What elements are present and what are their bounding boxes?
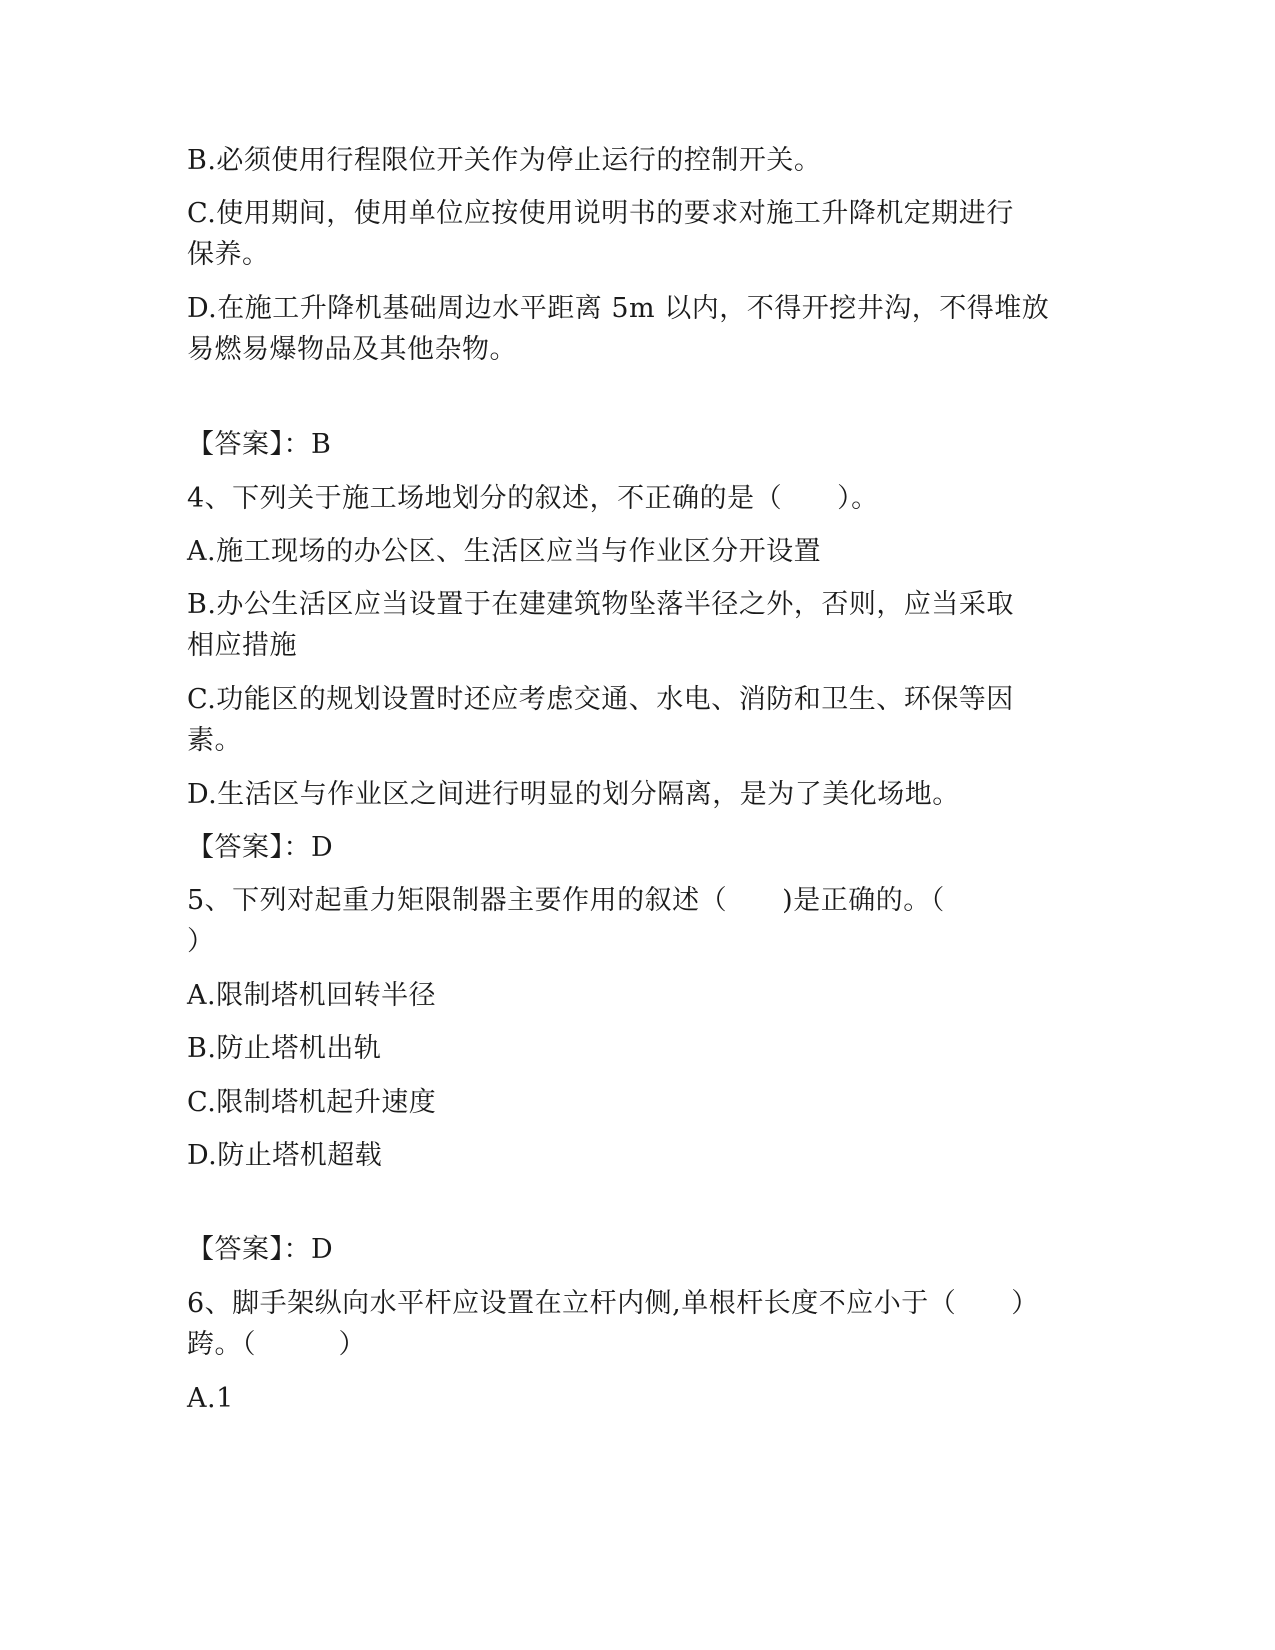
q6-option-a: A.1 bbox=[187, 1383, 234, 1414]
q3-option-b: B.必须使用行程限位开关作为停止运行的控制开关。 bbox=[187, 145, 822, 176]
q5-option-b: B.防止塔机出轨 bbox=[187, 1033, 382, 1064]
q4-answer: 【答案】：D bbox=[187, 832, 334, 863]
q5-option-d: D.防止塔机超载 bbox=[187, 1140, 383, 1171]
q5-question-line2: ） bbox=[187, 926, 215, 957]
q4-option-c-line2: 素。 bbox=[187, 725, 242, 756]
q4-option-a: A.施工现场的办公区、生活区应当与作业区分开设置 bbox=[187, 536, 822, 567]
q4-option-c-line1: C.功能区的规划设置时还应考虑交通、水电、消防和卫生、环保等因 bbox=[187, 684, 1014, 715]
q5-option-a: A.限制塔机回转半径 bbox=[187, 980, 437, 1011]
q6-question-line1: 6、脚手架纵向水平杆应设置在立杆内侧,单根杆长度不应小于（ ） bbox=[187, 1288, 1039, 1319]
q5-answer: 【答案】：D bbox=[187, 1234, 334, 1265]
q5-option-c: C.限制塔机起升速度 bbox=[187, 1087, 437, 1118]
q3-option-c-line1: C.使用期间，使用单位应按使用说明书的要求对施工升降机定期进行 bbox=[187, 198, 1014, 229]
q4-option-b-line2: 相应措施 bbox=[187, 630, 297, 661]
q4-question: 4、下列关于施工场地划分的叙述，不正确的是（ ）。 bbox=[187, 483, 879, 514]
q3-option-d-line1: D.在施工升降机基础周边水平距离 5m 以内，不得开挖井沟，不得堆放 bbox=[187, 293, 1050, 324]
q3-option-c-line2: 保养。 bbox=[187, 239, 270, 270]
q4-option-b-line1: B.办公生活区应当设置于在建建筑物坠落半径之外，否则，应当采取 bbox=[187, 589, 1014, 620]
q6-question-line2: 跨。（ ） bbox=[187, 1329, 366, 1360]
q3-option-d-line2: 易燃易爆物品及其他杂物。 bbox=[187, 334, 517, 365]
q5-question-line1: 5、下列对起重力矩限制器主要作用的叙述（ )是正确的。（ bbox=[187, 885, 945, 916]
q3-answer: 【答案】：B bbox=[187, 429, 332, 460]
q4-option-d: D.生活区与作业区之间进行明显的划分隔离，是为了美化场地。 bbox=[187, 779, 960, 810]
